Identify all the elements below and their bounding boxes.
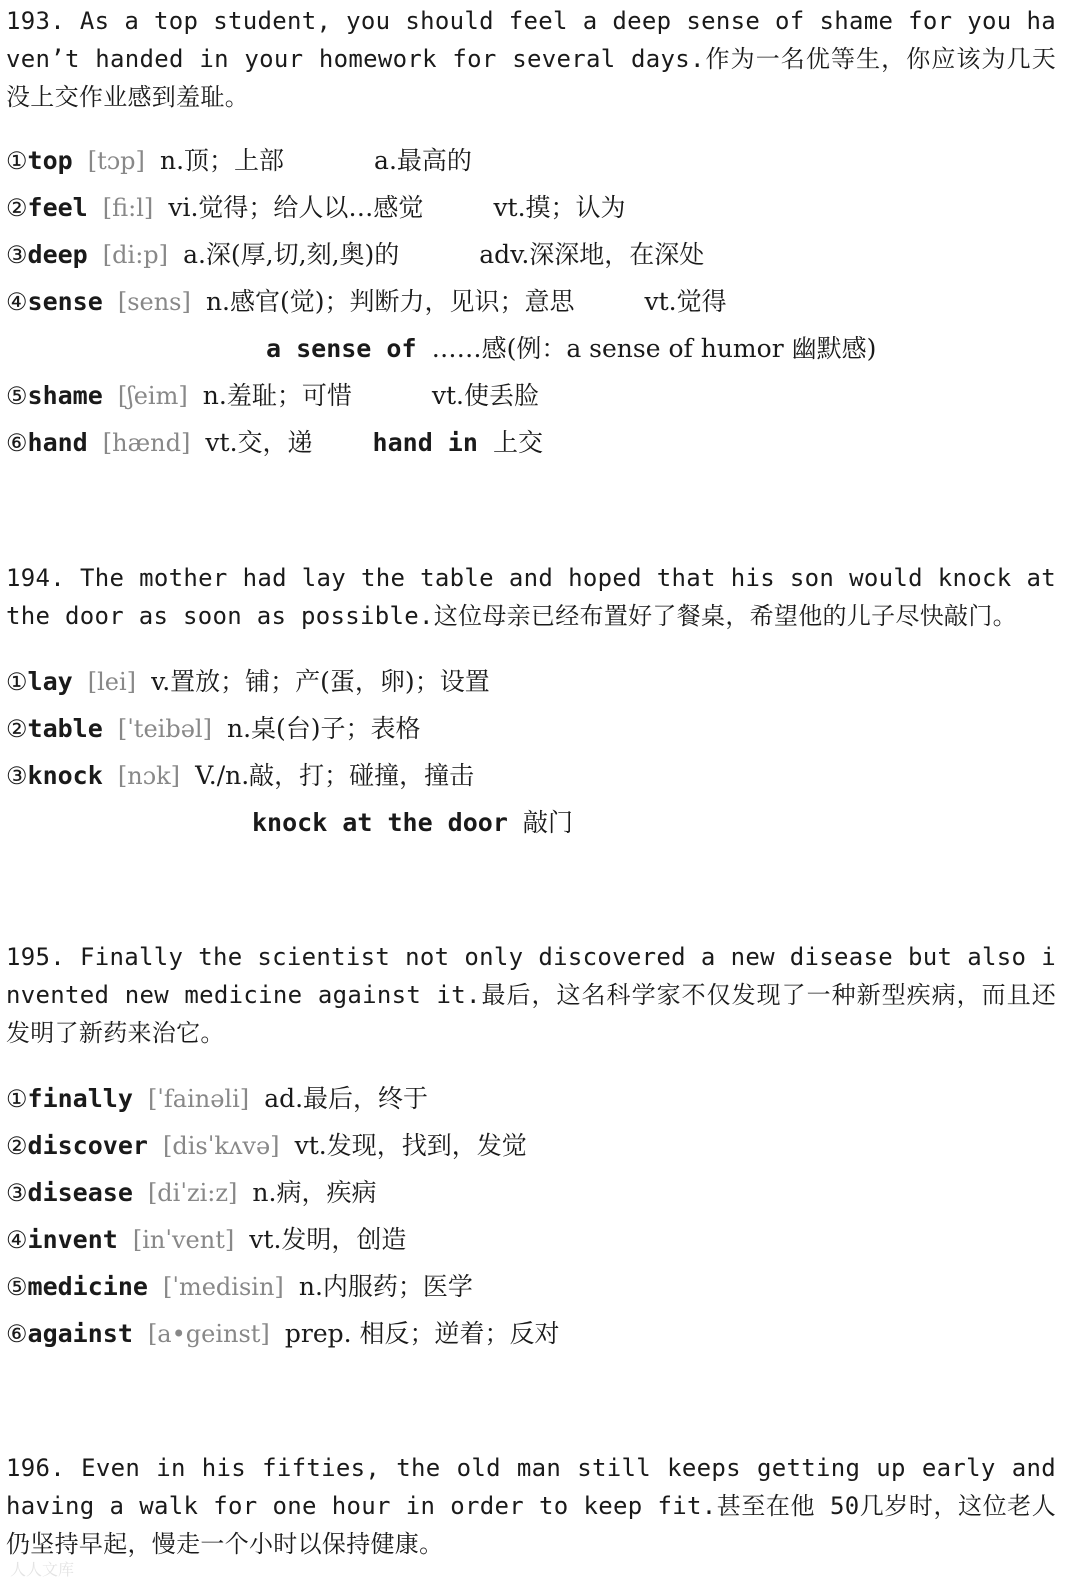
phonetic: [ʃeim] [117, 382, 188, 410]
vocab-row [6, 191, 626, 225]
item-number: ⑥ [6, 1320, 28, 1348]
definition: n.感官(觉)；判断力，见识；意思 [205, 287, 575, 316]
definition: ad.最后，终于 [264, 1084, 429, 1113]
phrase-row [252, 806, 573, 840]
definition: n.桌(台)子；表格 [227, 714, 421, 743]
phonetic: [ˈteibəl] [117, 715, 212, 743]
watermark-logo: 人人文库 [10, 1560, 75, 1579]
vocab-word: deep [27, 240, 88, 269]
vocab-row [6, 379, 539, 413]
phrase-meaning: ……感(例：a sense of humor 幽默感) [431, 334, 877, 363]
sentence-196: 196. Even in his fifties, the old man still keeps getting up early and having a walk for one hour in order to keep fit.甚至在他 50几岁时，这位老人仍坚持早起，慢走一个小时以保持健康。 [6, 1454, 1056, 1558]
vocab-row [6, 144, 472, 178]
vocab-word: sense [27, 287, 103, 316]
vocab-row [6, 1317, 560, 1351]
vocab-word: invent [27, 1225, 118, 1254]
phonetic: [fi:l] [102, 194, 154, 222]
phonetic: [sens] [117, 288, 191, 316]
item-number: ① [6, 1085, 28, 1113]
vocab-word: finally [27, 1084, 133, 1113]
definition: a.最高的 [374, 146, 472, 175]
definition: V./n.敲，打；碰撞，撞击 [195, 761, 475, 790]
item-number: ⑥ [6, 429, 28, 457]
sentence-194: 194. The mother had lay the table and hoped that his son would knock at the door as soon as possible.这位母亲已经布置好了餐桌，希望他的儿子尽快敲门。 [6, 564, 1056, 630]
definition: vt.觉得 [644, 287, 727, 316]
vocab-row [6, 1129, 527, 1163]
vocab-word: lay [27, 667, 73, 696]
definition: adv.深深地，在深处 [479, 240, 705, 269]
sentence-195: 195. Finally the scientist not only discovered a new disease but also invented new medicine against it.最后，这名科学家不仅发现了一种新型疾病，而且还发明了新药来治它。 [6, 943, 1056, 1047]
phrase-meaning: 敲门 [522, 808, 573, 837]
item-number: ② [6, 715, 28, 743]
phonetic: [hænd] [102, 429, 191, 457]
phrase: a sense of [266, 334, 417, 363]
definition: n.顶；上部 [159, 146, 285, 175]
vocab-word: table [27, 714, 103, 743]
definition: v.置放；铺；产(蛋，卵)；设置 [151, 667, 490, 696]
vocab-row [6, 285, 727, 319]
item-number: ③ [6, 762, 28, 790]
item-number: ② [6, 194, 28, 222]
vocab-row [6, 426, 543, 460]
definition: prep. 相反；逆着；反对 [284, 1319, 560, 1348]
item-number: ③ [6, 241, 28, 269]
vocab-word: feel [27, 193, 88, 222]
phrase: knock at the door [252, 808, 508, 837]
definition: n.羞耻；可惜 [202, 381, 352, 410]
phonetic: [a•geinst] [147, 1320, 270, 1348]
phonetic: [nɔk] [117, 762, 181, 790]
vocab-word: discover [27, 1131, 148, 1160]
item-number: ① [6, 668, 28, 696]
vocab-word: disease [27, 1178, 133, 1207]
vocab-row [6, 1176, 376, 1210]
vocab-word: against [27, 1319, 133, 1348]
vocab-row [6, 759, 474, 793]
sentence-193: 193. As a top student, you should feel a deep sense of shame for you haven’t handed in your homework for several days.作为一名优等生，你应该为几天没上交作业感到羞耻。 [6, 7, 1056, 111]
vocab-row [6, 712, 421, 746]
phonetic: [tɔp] [87, 147, 145, 175]
vocab-row [6, 665, 490, 699]
vocab-row [6, 1270, 473, 1304]
definition: a.深(厚,切,刻,奥)的 [183, 240, 400, 269]
phrase: hand in [372, 428, 478, 457]
item-number: ③ [6, 1179, 28, 1207]
item-number: ⑤ [6, 1273, 28, 1301]
phonetic: [di:p] [102, 241, 169, 269]
vocab-word: hand [27, 428, 88, 457]
definition: vi.觉得；给人以…感觉 [168, 193, 424, 222]
item-number: ④ [6, 1226, 28, 1254]
definition: vt.使丢脸 [431, 381, 539, 410]
definition: vt.摸；认为 [493, 193, 626, 222]
phrase-row [266, 332, 876, 366]
definition: vt.发明，创造 [249, 1225, 407, 1254]
phonetic: [ˈmedisin] [163, 1273, 284, 1301]
item-number: ④ [6, 288, 28, 316]
item-number: ⑤ [6, 382, 28, 410]
definition: vt.发现，找到，发觉 [294, 1131, 527, 1160]
phonetic: [ˈfainəli] [147, 1085, 250, 1113]
item-number: ② [6, 1132, 28, 1160]
phonetic: [disˈkʌvə] [163, 1132, 280, 1160]
vocab-word: knock [27, 761, 103, 790]
phonetic: [diˈzi:z] [147, 1179, 238, 1207]
phrase-meaning: 上交 [492, 428, 543, 457]
vocab-row [6, 238, 704, 272]
phonetic: [inˈvent] [132, 1226, 235, 1254]
vocab-word: medicine [27, 1272, 148, 1301]
definition: n.内服药；医学 [298, 1272, 473, 1301]
vocab-row [6, 1082, 428, 1116]
phonetic: [lei] [87, 668, 137, 696]
item-number: ① [6, 147, 28, 175]
vocab-word: top [27, 146, 73, 175]
definition: vt.交，递 [205, 428, 313, 457]
vocab-word: shame [27, 381, 103, 410]
vocab-row [6, 1223, 406, 1257]
definition: n.病，疾病 [252, 1178, 377, 1207]
